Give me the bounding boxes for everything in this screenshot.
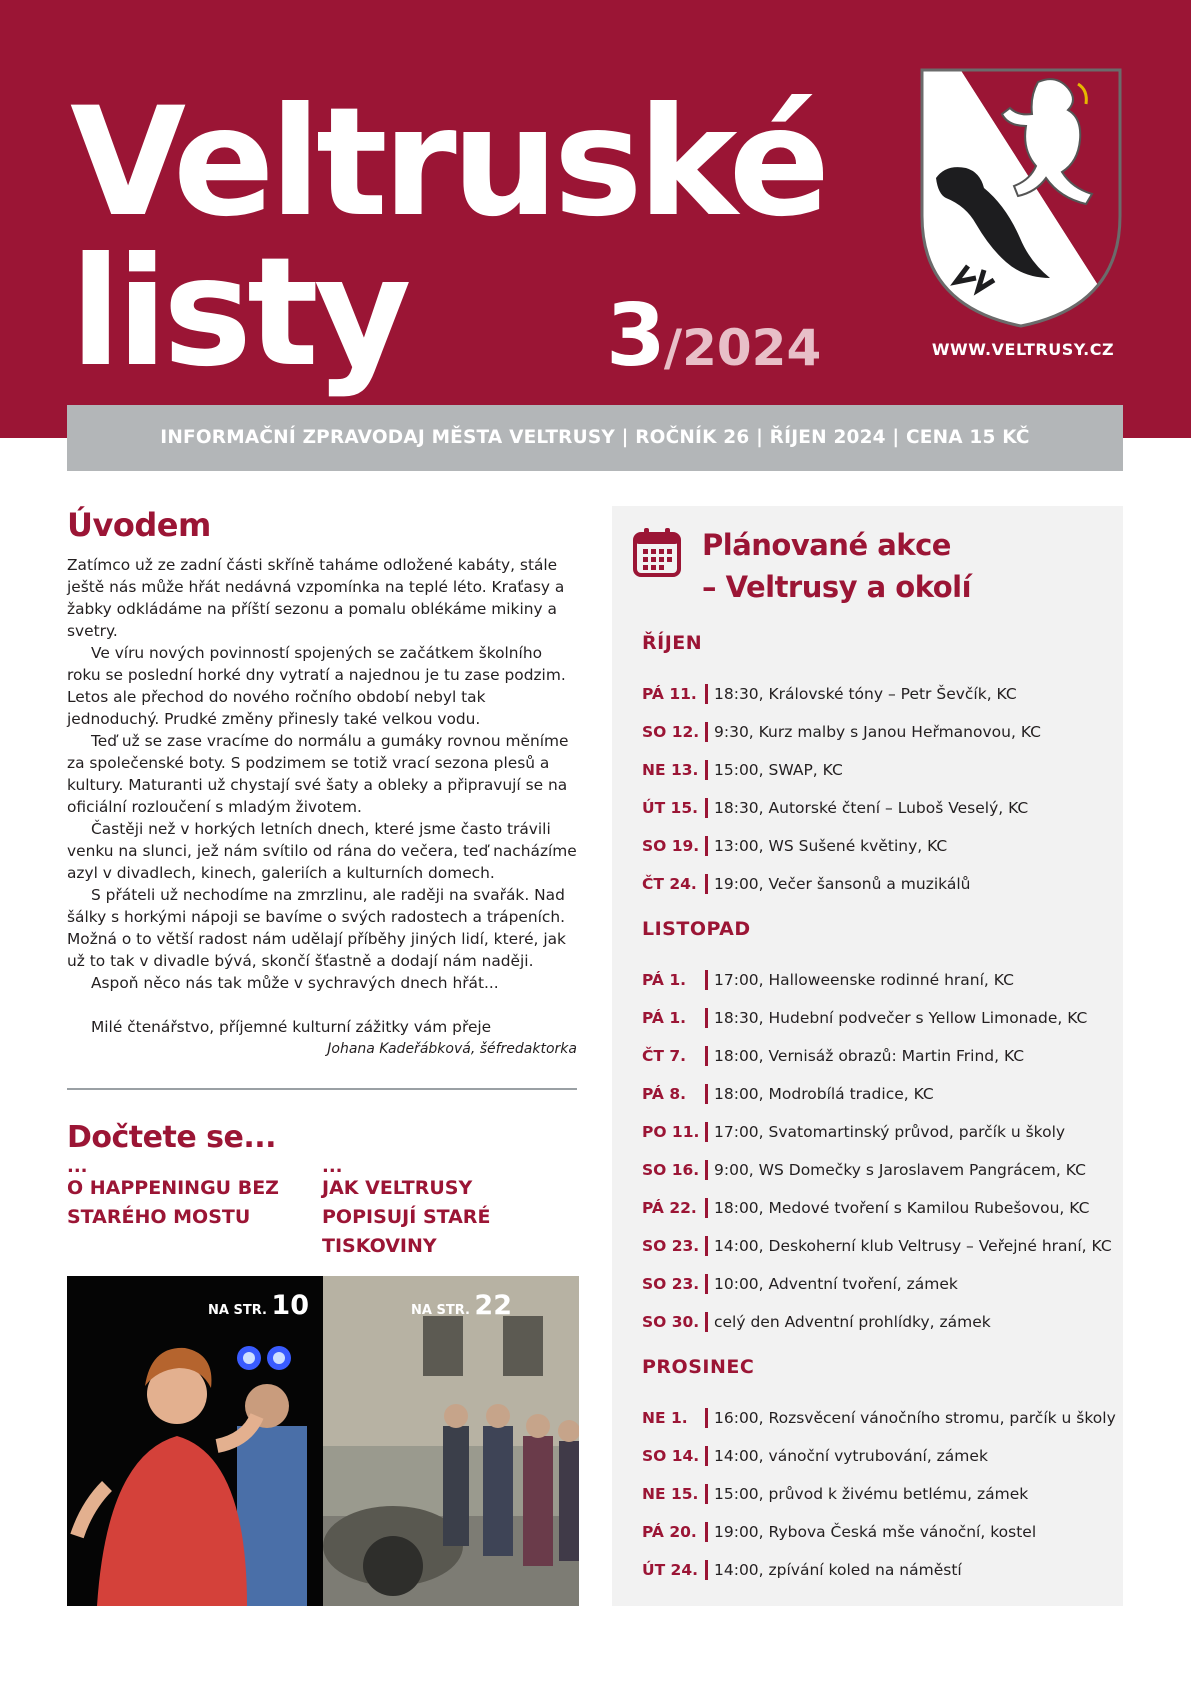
events-panel: [612, 506, 1123, 1606]
event-row: [642, 1082, 934, 1106]
event-text: 17:00, Svatomartinský průvod, parčík u školy: [714, 1123, 1066, 1141]
event-day: PÁ 20.: [642, 1520, 708, 1544]
intro-paragraph: Aspoň něco nás tak může v sychravých dnech hřát...: [91, 974, 499, 992]
event-text: 18:00, Vernisáž obrazů: Martin Frind, KC: [714, 1047, 1025, 1065]
event-day: NE 13.: [642, 758, 708, 782]
teaser-happening[interactable]: [67, 1156, 317, 1232]
month-heading-rijen: ŘÍJEN: [642, 632, 703, 654]
page-tag: [208, 1290, 309, 1321]
intro-heading: Úvodem: [67, 506, 211, 544]
event-row: [642, 1520, 1036, 1544]
intro-paragraph: Teď už se zase vracíme do normálu a gumáky rovnou měníme za společenské boty. S podzimem se totiž vrací sezona plesů a kultury. Maturanti už chystají své šaty a obleky a připravují se na oficiální rozloučení s mladým životem.: [67, 732, 569, 816]
issue-number: [606, 286, 821, 386]
page-tag-prefix: NA STR.: [411, 1303, 475, 1318]
section-divider: [67, 1088, 577, 1090]
event-text: 14:00, vánoční vytrubování, zámek: [714, 1447, 988, 1465]
event-row: [642, 796, 1028, 820]
event-day: ČT 7.: [642, 1044, 708, 1068]
event-day: PÁ 22.: [642, 1196, 708, 1220]
event-text: 10:00, Adventní tvoření, zámek: [714, 1275, 958, 1293]
event-day: SO 12.: [642, 720, 708, 744]
month-heading-listopad: LISTOPAD: [642, 918, 751, 940]
teaser-tiskoviny[interactable]: [322, 1156, 572, 1261]
teaser-title: O HAPPENINGU BEZ STARÉHO MOSTU: [67, 1177, 279, 1228]
photo-singer: [67, 1276, 323, 1606]
event-text: 14:00, Deskoherní klub Veltrusy – Veřejné hraní, KC: [714, 1237, 1112, 1255]
teaser-dots: ...: [322, 1156, 343, 1177]
event-text: 18:30, Hudební podvečer s Yellow Limonade, KC: [714, 1009, 1088, 1027]
event-text: 15:00, SWAP, KC: [714, 761, 843, 779]
events-heading-line1: Plánované akce: [702, 528, 951, 562]
masthead: [0, 0, 1191, 438]
read-more-heading: Dočtete se...: [67, 1120, 277, 1155]
intro-paragraph: Zatímco už ze zadní části skříně taháme odložené kabáty, stále ještě nás může hřát nedávná vzpomínka na teplé léto. Kraťasy a žabky odkládáme na příští sezonu a pomalu oblékáme mikiny a svetry.: [67, 556, 565, 640]
month-heading-prosinec: PROSINEC: [642, 1356, 755, 1378]
events-heading: [702, 524, 971, 608]
intro-paragraph: S přáteli už nechodíme na zmrzlinu, ale raději na svařák. Nad šálky s horkými nápoji se bavíme o svých radostech a trápeních. Možná o to větší radost nám udělají příběhy jiných lidí, které, jak už to tak v divadle bývá, skončí šťastně a dodají nám naději.: [67, 886, 566, 970]
intro-paragraph: Ve víru nových povinností spojených se začátkem školního roku se poslední horké dny vytratí a najednou je tu zase podzim. Letos ale přechod do nového ročního období nebyl tak jednoduchý. Prudké změny přinesly také velkou vodu.: [67, 644, 566, 728]
event-text: 16:00, Rozsvěcení vánočního stromu, parčík u školy: [714, 1409, 1116, 1427]
intro-text: [67, 554, 577, 994]
event-text: 18:00, Medové tvoření s Kamilou Rubešovou, KC: [714, 1199, 1090, 1217]
event-text: 19:00, Rybova Česká mše vánoční, kostel: [714, 1523, 1037, 1541]
event-day: PÁ 1.: [642, 1006, 708, 1030]
event-row: [642, 1196, 1089, 1220]
event-day: SO 16.: [642, 1158, 708, 1182]
masthead-title-line1: Veltruské: [70, 76, 826, 250]
page-tag-number: 10: [271, 1290, 309, 1321]
events-heading-line2: – Veltrusy a okolí: [702, 570, 972, 604]
event-row: [642, 682, 1017, 706]
calendar-icon: [632, 526, 682, 578]
subtitle-bar: INFORMAČNÍ ZPRAVODAJ MĚSTA VELTRUSY | ROČNÍK 26 | ŘÍJEN 2024 | CENA 15 KČ: [67, 405, 1123, 471]
teaser-dots: ...: [67, 1156, 88, 1177]
event-text: 17:00, Halloweenske rodinné hraní, KC: [714, 971, 1014, 989]
event-row: [642, 1006, 1087, 1030]
event-text: 9:30, Kurz malby s Janou Heřmanovou, KC: [714, 723, 1041, 741]
event-day: PÁ 1.: [642, 968, 708, 992]
event-text: celý den Adventní prohlídky, zámek: [714, 1313, 991, 1331]
event-day: ČT 24.: [642, 872, 708, 896]
event-text: 19:00, Večer šansonů a muzikálů: [714, 875, 971, 893]
event-row: [642, 1158, 1086, 1182]
event-row: [642, 1120, 1065, 1144]
page-tag-number: 22: [474, 1290, 512, 1321]
event-day: ÚT 15.: [642, 796, 708, 820]
event-text: 18:30, Autorské čtení – Luboš Veselý, KC: [714, 799, 1029, 817]
event-row: [642, 758, 843, 782]
page-tag: [411, 1290, 512, 1321]
event-text: 14:00, zpívání koled na náměstí: [714, 1561, 962, 1579]
event-row: [642, 1310, 991, 1334]
teaser-title: JAK VELTRUSY POPISUJÍ STARÉ TISKOVINY: [322, 1177, 491, 1257]
event-text: 15:00, průvod k živému betlému, zámek: [714, 1485, 1029, 1503]
event-day: SO 19.: [642, 834, 708, 858]
event-row: [642, 968, 1014, 992]
event-row: [642, 872, 970, 896]
event-day: SO 14.: [642, 1444, 708, 1468]
intro-column: [67, 506, 577, 1060]
masthead-title-line2: listy: [70, 226, 407, 400]
event-day: PO 11.: [642, 1120, 708, 1144]
event-day: SO 23.: [642, 1272, 708, 1296]
event-row: [642, 720, 1041, 744]
event-day: PÁ 11.: [642, 682, 708, 706]
event-row: [642, 1272, 958, 1296]
photo-historic-group: [323, 1276, 579, 1606]
event-text: 13:00, WS Sušené květiny, KC: [714, 837, 948, 855]
event-row: [642, 1234, 1112, 1258]
intro-greeting: Milé čtenářstvo, příjemné kulturní zážitky vám přeje: [91, 1018, 492, 1036]
intro-paragraph: Častěji než v horkých letních dnech, které jsme často trávili venku na slunci, jež nám svítilo od rána do večera, teď nacházíme azyl v divadlech, kinech, galeriích a kulturních domech.: [67, 820, 577, 882]
event-text: 18:30, Královské tóny – Petr Ševčík, KC: [714, 685, 1017, 703]
event-row: [642, 1044, 1024, 1068]
event-row: [642, 1406, 1116, 1430]
event-row: [642, 1482, 1028, 1506]
coat-of-arms-icon: [918, 66, 1124, 330]
event-day: NE 15.: [642, 1482, 708, 1506]
issue-year: /2024: [663, 319, 822, 377]
website-url: WWW.VELTRUSY.CZ: [931, 340, 1115, 359]
event-day: ÚT 24.: [642, 1558, 708, 1582]
event-text: 18:00, Modrobílá tradice, KC: [714, 1085, 934, 1103]
event-day: PÁ 8.: [642, 1082, 708, 1106]
intro-signature: Johana Kadeřábková, šéfredaktorka: [327, 1041, 577, 1057]
event-day: SO 30.: [642, 1310, 708, 1334]
event-day: NE 1.: [642, 1406, 708, 1430]
event-row: [642, 1444, 988, 1468]
event-row: [642, 834, 947, 858]
event-text: 9:00, WS Domečky s Jaroslavem Pangrácem, KC: [714, 1161, 1086, 1179]
page-tag-prefix: NA STR.: [208, 1303, 272, 1318]
issue-num: 3: [606, 286, 664, 386]
event-row: [642, 1558, 962, 1582]
event-day: SO 23.: [642, 1234, 708, 1258]
